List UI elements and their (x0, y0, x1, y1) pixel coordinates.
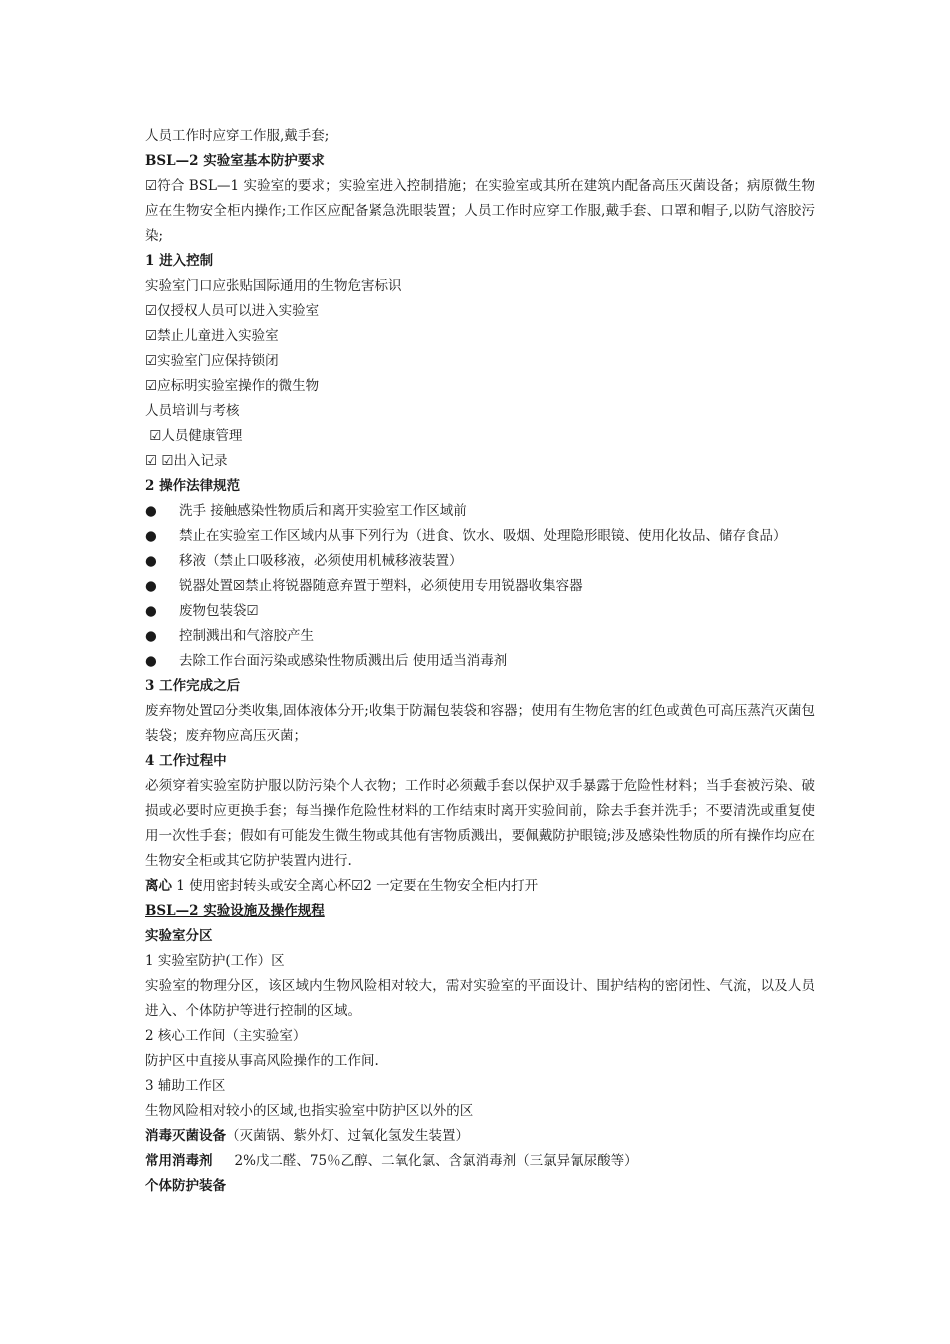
bullet-icon: ● (145, 628, 157, 644)
bullet-icon: ● (145, 528, 157, 544)
inline-label: 常用消毒剂 (145, 1153, 213, 1169)
bullet-icon: ● (145, 578, 157, 594)
subsection-heading: 1 进入控制 (145, 253, 214, 269)
bullet-icon: ● (145, 603, 157, 619)
list-item (145, 649, 815, 674)
list-item-text: 去除工作台面污染或感染性物质溅出后 使用适当消毒剂 (179, 653, 508, 669)
list-item (145, 624, 815, 649)
bullet-icon: ● (145, 653, 157, 669)
text-line: 防护区中直接从事高风险操作的工作间. (145, 1053, 379, 1069)
paragraph: ☑符合 BSL—1 实验室的要求；实验室进入控制措施；在实验室或其所在建筑内配备高压灭菌设备；病原微生物应在生物安全柜内操作;工作区应配备紧急洗眼装置；人员工作时应穿工作服,戴手套、口罩和帽子,以防气溶胶污染; (145, 178, 815, 244)
list-item-text: 废物包装袋☑ (179, 603, 259, 619)
inline-label: 离心 (145, 878, 172, 894)
text-line: 人员工作时应穿工作服,戴手套; (145, 128, 330, 144)
inline-label: 消毒灭菌设备 (145, 1128, 226, 1144)
list-item-text: 洗手 接触感染性物质后和离开实验室工作区域前 (179, 503, 467, 519)
list-item-text: 移液（禁止口吸移液，必须使用机械移液装置） (179, 553, 463, 569)
subsection-heading: 3 工作完成之后 (145, 678, 241, 694)
inline-text: 1 使用密封转头或安全离心杯☑2 一定要在生物安全柜内打开 (172, 878, 539, 894)
checklist-item: ☑ ☑出入记录 (145, 453, 228, 469)
subsection-heading: 个体防护装备 (145, 1178, 226, 1194)
checklist-item: ☑人员健康管理 (145, 428, 243, 444)
list-item (145, 499, 815, 524)
bullet-icon: ● (145, 503, 157, 519)
list-item-text: 禁止在实验室工作区域内从事下列行为（进食、饮水、吸烟、处理隐形眼镜、使用化妆品、储存食品） (179, 528, 787, 544)
checklist-item: ☑禁止儿童进入实验室 (145, 328, 279, 344)
text-line: 3 辅助工作区 (145, 1078, 226, 1094)
disinfectant-line (145, 1149, 815, 1174)
centrifuge-line (145, 874, 815, 899)
section-heading: BSL—2 实验室基本防护要求 (145, 153, 325, 169)
text-line: 实验室门口应张贴国际通用的生物危害标识 (145, 278, 402, 294)
subsection-heading: 4 工作过程中 (145, 753, 227, 769)
paragraph: 实验室的物理分区，该区域内生物风险相对较大，需对实验室的平面设计、围护结构的密闭性、气流，以及人员进入、个体防护等进行控制的区域。 (145, 978, 815, 1019)
checklist-item: ☑仅授权人员可以进入实验室 (145, 303, 320, 319)
list-item-text: 控制溅出和气溶胶产生 (179, 628, 314, 644)
checklist-item: ☑应标明实验室操作的微生物 (145, 378, 320, 394)
bullet-list (145, 499, 815, 674)
list-item (145, 574, 815, 599)
list-item (145, 524, 815, 549)
document-body (145, 124, 815, 1199)
section-heading: BSL—2 实验设施及操作规程 (145, 903, 325, 919)
subsection-heading: 2 操作法律规范 (145, 478, 241, 494)
paragraph: 必须穿着实验室防护服以防污染个人衣物；工作时必须戴手套以保护双手暴露于危险性材料；当手套被污染、破损或必要时应更换手套；每当操作危险性材料的工作结束时离开实验间前，除去手套并洗手；不要清洗或重复使用一次性手套；假如有可能发生微生物或其他有害物质溅出，要佩戴防护眼镜;涉及感染性物质的所有操作均应在生物安全柜或其它防护装置内进行. (145, 778, 815, 869)
text-line: 生物风险相对较小的区域,也指实验室中防护区以外的区 (145, 1103, 474, 1119)
paragraph: 废弃物处置☑分类收集,固体液体分开;收集于防漏包装袋和容器；使用有生物危害的红色或黄色可高压蒸汽灭菌包装袋；废弃物应高压灭菌； (145, 703, 815, 744)
text-line: 1 实验室防护(工作）区 (145, 953, 285, 969)
text-line: 2 核心工作间（主实验室） (145, 1028, 307, 1044)
bullet-icon: ● (145, 553, 157, 569)
list-item (145, 549, 815, 574)
list-item-text: 锐器处置☒禁止将锐器随意弃置于塑料，必须使用专用锐器收集容器 (179, 578, 583, 594)
list-item (145, 599, 815, 624)
checklist-item: ☑实验室门应保持锁闭 (145, 353, 279, 369)
text-line: 人员培训与考核 (145, 403, 240, 419)
inline-text: 2%戊二醛、75％乙醇、二氧化氯、含氯消毒剂（三氯异氰尿酸等） (234, 1153, 638, 1169)
subsection-heading: 实验室分区 (145, 928, 213, 944)
disinfection-equipment-line (145, 1124, 815, 1149)
inline-text: （灭菌锅、紫外灯、过氧化氢发生装置） (226, 1128, 469, 1144)
